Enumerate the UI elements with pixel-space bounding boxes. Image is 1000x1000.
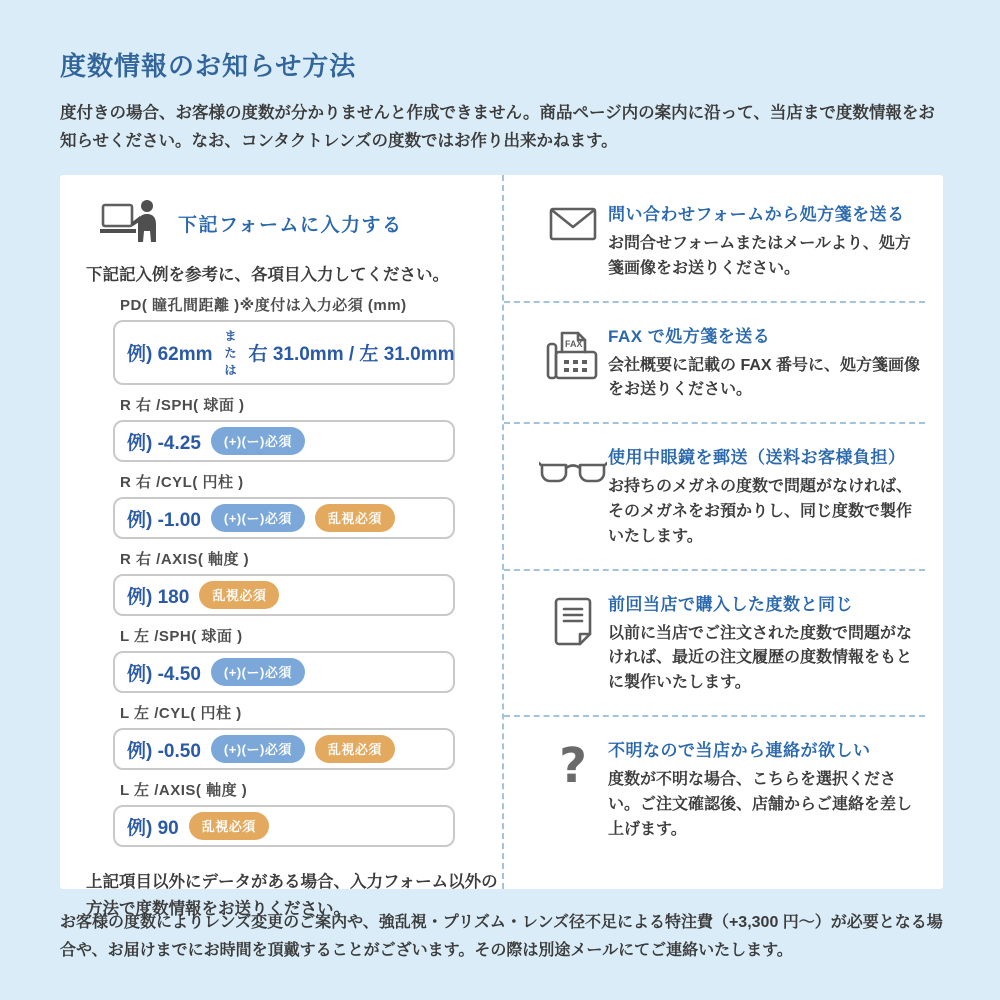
document-icon: [538, 590, 608, 696]
form-instruction: 下記記入例を参考に、各項目入力してください。: [86, 266, 449, 285]
example-value: 例) -4.25: [127, 432, 201, 454]
sign-required-badge: (+)(ー)必須: [211, 427, 305, 455]
example-value: 例) -0.50: [127, 740, 201, 762]
field-label-l-sph: L 左 /SPH( 球面 ): [120, 628, 243, 646]
method-text: 度数が不明な場合、こちらを選択ください。ご注文確認後、店舗からご連絡を差し上げます。: [608, 771, 913, 838]
example-box-pd: [113, 320, 455, 385]
info-panel: [60, 175, 943, 919]
method-title: 不明なので当店から連絡が欲しい: [608, 741, 871, 761]
field-label-l-cyl: L 左 /CYL( 円柱 ): [120, 705, 242, 723]
method-previous-order: [504, 571, 925, 717]
example-box-l-axis: [113, 805, 455, 847]
form-note: 上記項目以外にデータがある場合、入力フォーム以外の方法で度数情報をお送りください。: [86, 873, 498, 919]
example-box-r-sph: [113, 420, 455, 462]
method-contact-form: [504, 175, 925, 303]
method-mail-glasses: [504, 424, 925, 570]
example-value: 例) 62mm: [127, 344, 213, 366]
example-value: 右 31.0mm / 左 31.0mm: [248, 344, 455, 366]
page-title: 度数情報のお知らせ方法: [60, 51, 357, 81]
form-example-section: [60, 175, 502, 919]
field-label-r-cyl: R 右 /CYL( 円柱 ): [120, 474, 244, 492]
glasses-icon: [538, 443, 608, 549]
footer-note: お客様の度数によりレンズ変更のご案内や、強乱視・プリズム・レンズ径不足による特注費（+3,300 円〜）が必要となる場合や、お届けまでにお時間を頂戴することがございます。その際は別途メールにてご連絡いたします。: [60, 914, 943, 960]
astigmatism-required-badge: 乱視必須: [199, 581, 279, 609]
method-body: [608, 443, 924, 549]
example-box-l-sph: [113, 651, 455, 693]
method-title: FAX で処方箋を送る: [608, 326, 771, 346]
field-label-r-sph: R 右 /SPH( 球面 ): [120, 397, 245, 415]
method-text: お問合せフォームまたはメールより、処方箋画像をお送りください。: [608, 235, 911, 277]
field-label-pd: PD( 瞳孔間距離 )※度付は入力必須 (mm): [120, 297, 407, 315]
method-text: 以前に当店でご注文された度数で問題がなければ、最近の注文履歴の度数情報をもとに製作いたします。: [608, 624, 913, 692]
method-body: [608, 736, 924, 842]
form-section-title: 下記フォームに入力する: [178, 214, 403, 236]
fax-icon-label: FAX: [565, 338, 583, 349]
field-label-l-axis: L 左 /AXIS( 軸度 ): [120, 782, 248, 800]
example-value: 例) 180: [127, 586, 190, 608]
example-value: 例) -4.50: [127, 663, 201, 685]
presenter-at-screen-icon: [100, 199, 158, 248]
astigmatism-required-badge: 乱視必須: [189, 812, 269, 840]
method-body: [608, 200, 924, 282]
envelope-icon: [538, 200, 608, 282]
example-value: 例) -1.00: [127, 509, 201, 531]
method-fax: [504, 303, 925, 425]
example-box-r-cyl: [113, 497, 455, 539]
field-label-r-axis: R 右 /AXIS( 軸度 ): [120, 551, 250, 569]
methods-list: [502, 175, 943, 889]
example-box-r-axis: [113, 574, 455, 616]
example-value: 例) 90: [127, 817, 179, 839]
form-section-header: [100, 201, 502, 245]
method-title: 使用中眼鏡を郵送（送料お客様負担）: [608, 448, 906, 468]
example-box-l-cyl: [113, 728, 455, 770]
sign-required-badge: (+)(ー)必須: [211, 658, 305, 686]
example-or-text: または: [224, 329, 237, 378]
form-fields: [113, 294, 455, 847]
astigmatism-required-badge: 乱視必須: [315, 504, 395, 532]
question-mark-icon: ?: [559, 738, 587, 795]
intro-text: 度付きの場合、お客様の度数が分かりませんと作成できません。商品ページ内の案内に沿って、当店まで度数情報をお知らせください。なお、コンタクトレンズの度数ではお作り出来かねます。: [60, 104, 935, 151]
method-body: [608, 322, 924, 404]
method-text: 会社概要に記載の FAX 番号に、処方箋画像をお送りください。: [608, 356, 921, 399]
astigmatism-required-badge: 乱視必須: [315, 735, 395, 763]
method-title: 問い合わせフォームから処方箋を送る: [608, 205, 905, 225]
sign-required-badge: (+)(ー)必須: [211, 504, 305, 532]
sign-required-badge: (+)(ー)必須: [211, 735, 305, 763]
method-title: 前回当店で購入した度数と同じ: [608, 594, 853, 614]
method-contact-me: [504, 717, 925, 861]
fax-icon: [538, 322, 608, 404]
method-body: [608, 590, 924, 696]
method-text: お持ちのメガネの度数で問題がなければ、そのメガネをお預かりし、同じ度数で製作いたします。: [608, 478, 913, 545]
